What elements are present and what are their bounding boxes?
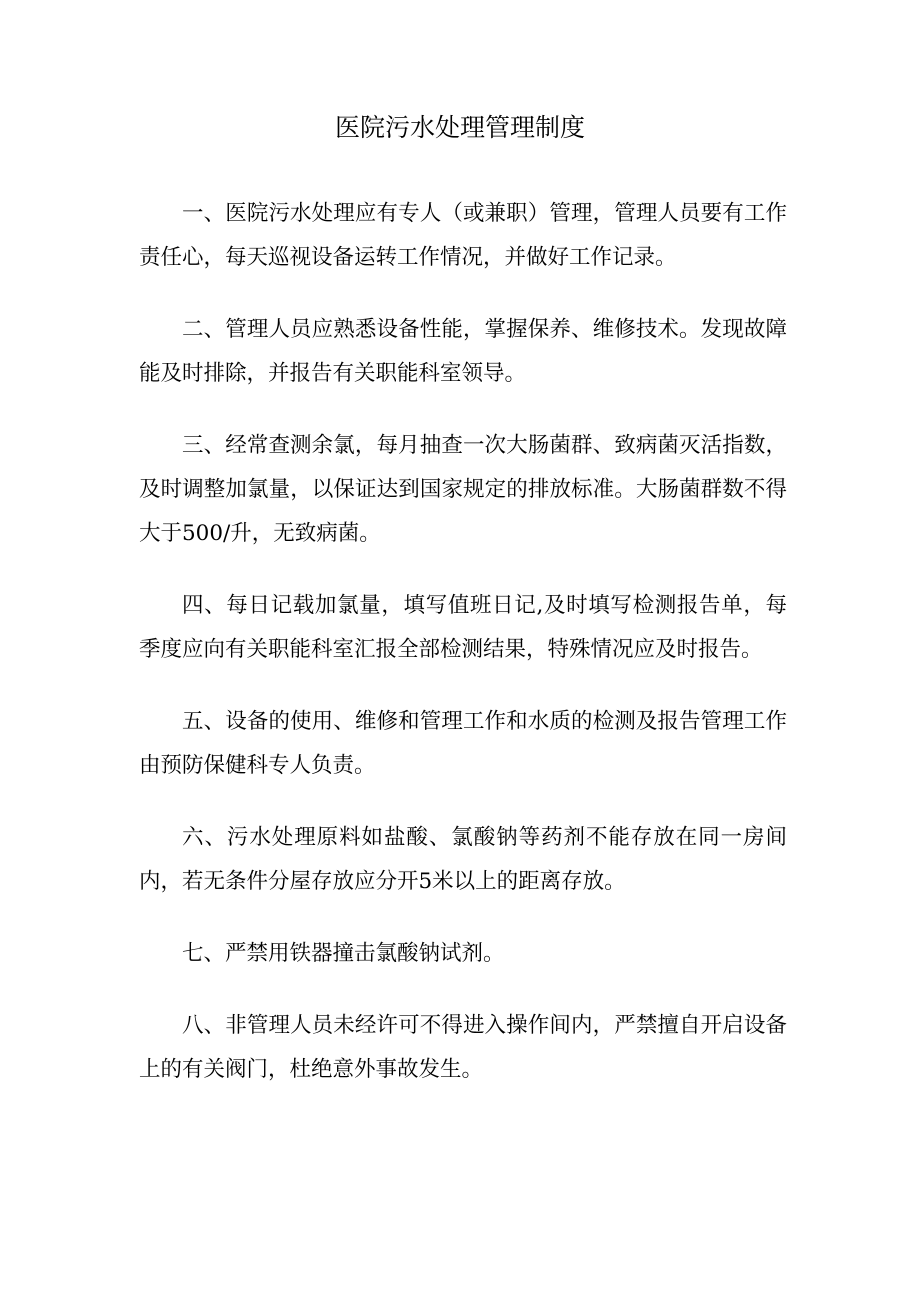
document-body <box>139 192 787 1120</box>
paragraph-7: 七、严禁用铁器撞击氯酸钠试剂。 <box>182 941 505 966</box>
paragraph-2: 二、管理人员应熟悉设备性能，掌握保养、维修技术。发现故障能及时排除，并报告有关职能科室领导。 <box>139 317 787 386</box>
paragraph-5: 五、设备的使用、维修和管理工作和水质的检测及报告管理工作由预防保健科专人负责。 <box>139 709 787 778</box>
paragraph-6: 六、污水处理原料如盐酸、氯酸钠等药剂不能存放在同一房间内，若无条件分屋存放应分开5米以上的距离存放。 <box>139 825 787 894</box>
document-title: 医院污水处理管理制度 <box>334 113 585 142</box>
paragraph-8: 八、非管理人员未经许可不得进入操作间内，严禁擅自开启设备上的有关阀门，杜绝意外事故发生。 <box>139 1013 787 1082</box>
paragraph-1: 一、医院污水处理应有专人（或兼职）管理，管理人员要有工作责任心，每天巡视设备运转工作情况，并做好工作记录。 <box>139 201 787 270</box>
paragraph-4: 四、每日记载加氯量，填写值班日记,及时填写检测报告单，每季度应向有关职能科室汇报全部检测结果，特殊情况应及时报告。 <box>139 593 787 662</box>
paragraph-3: 三、经常查测余氯，每月抽查一次大肠菌群、致病菌灭活指数，及时调整加氯量，以保证达到国家规定的排放标准。大肠菌群数不得大于500/升，无致病菌。 <box>139 433 787 546</box>
